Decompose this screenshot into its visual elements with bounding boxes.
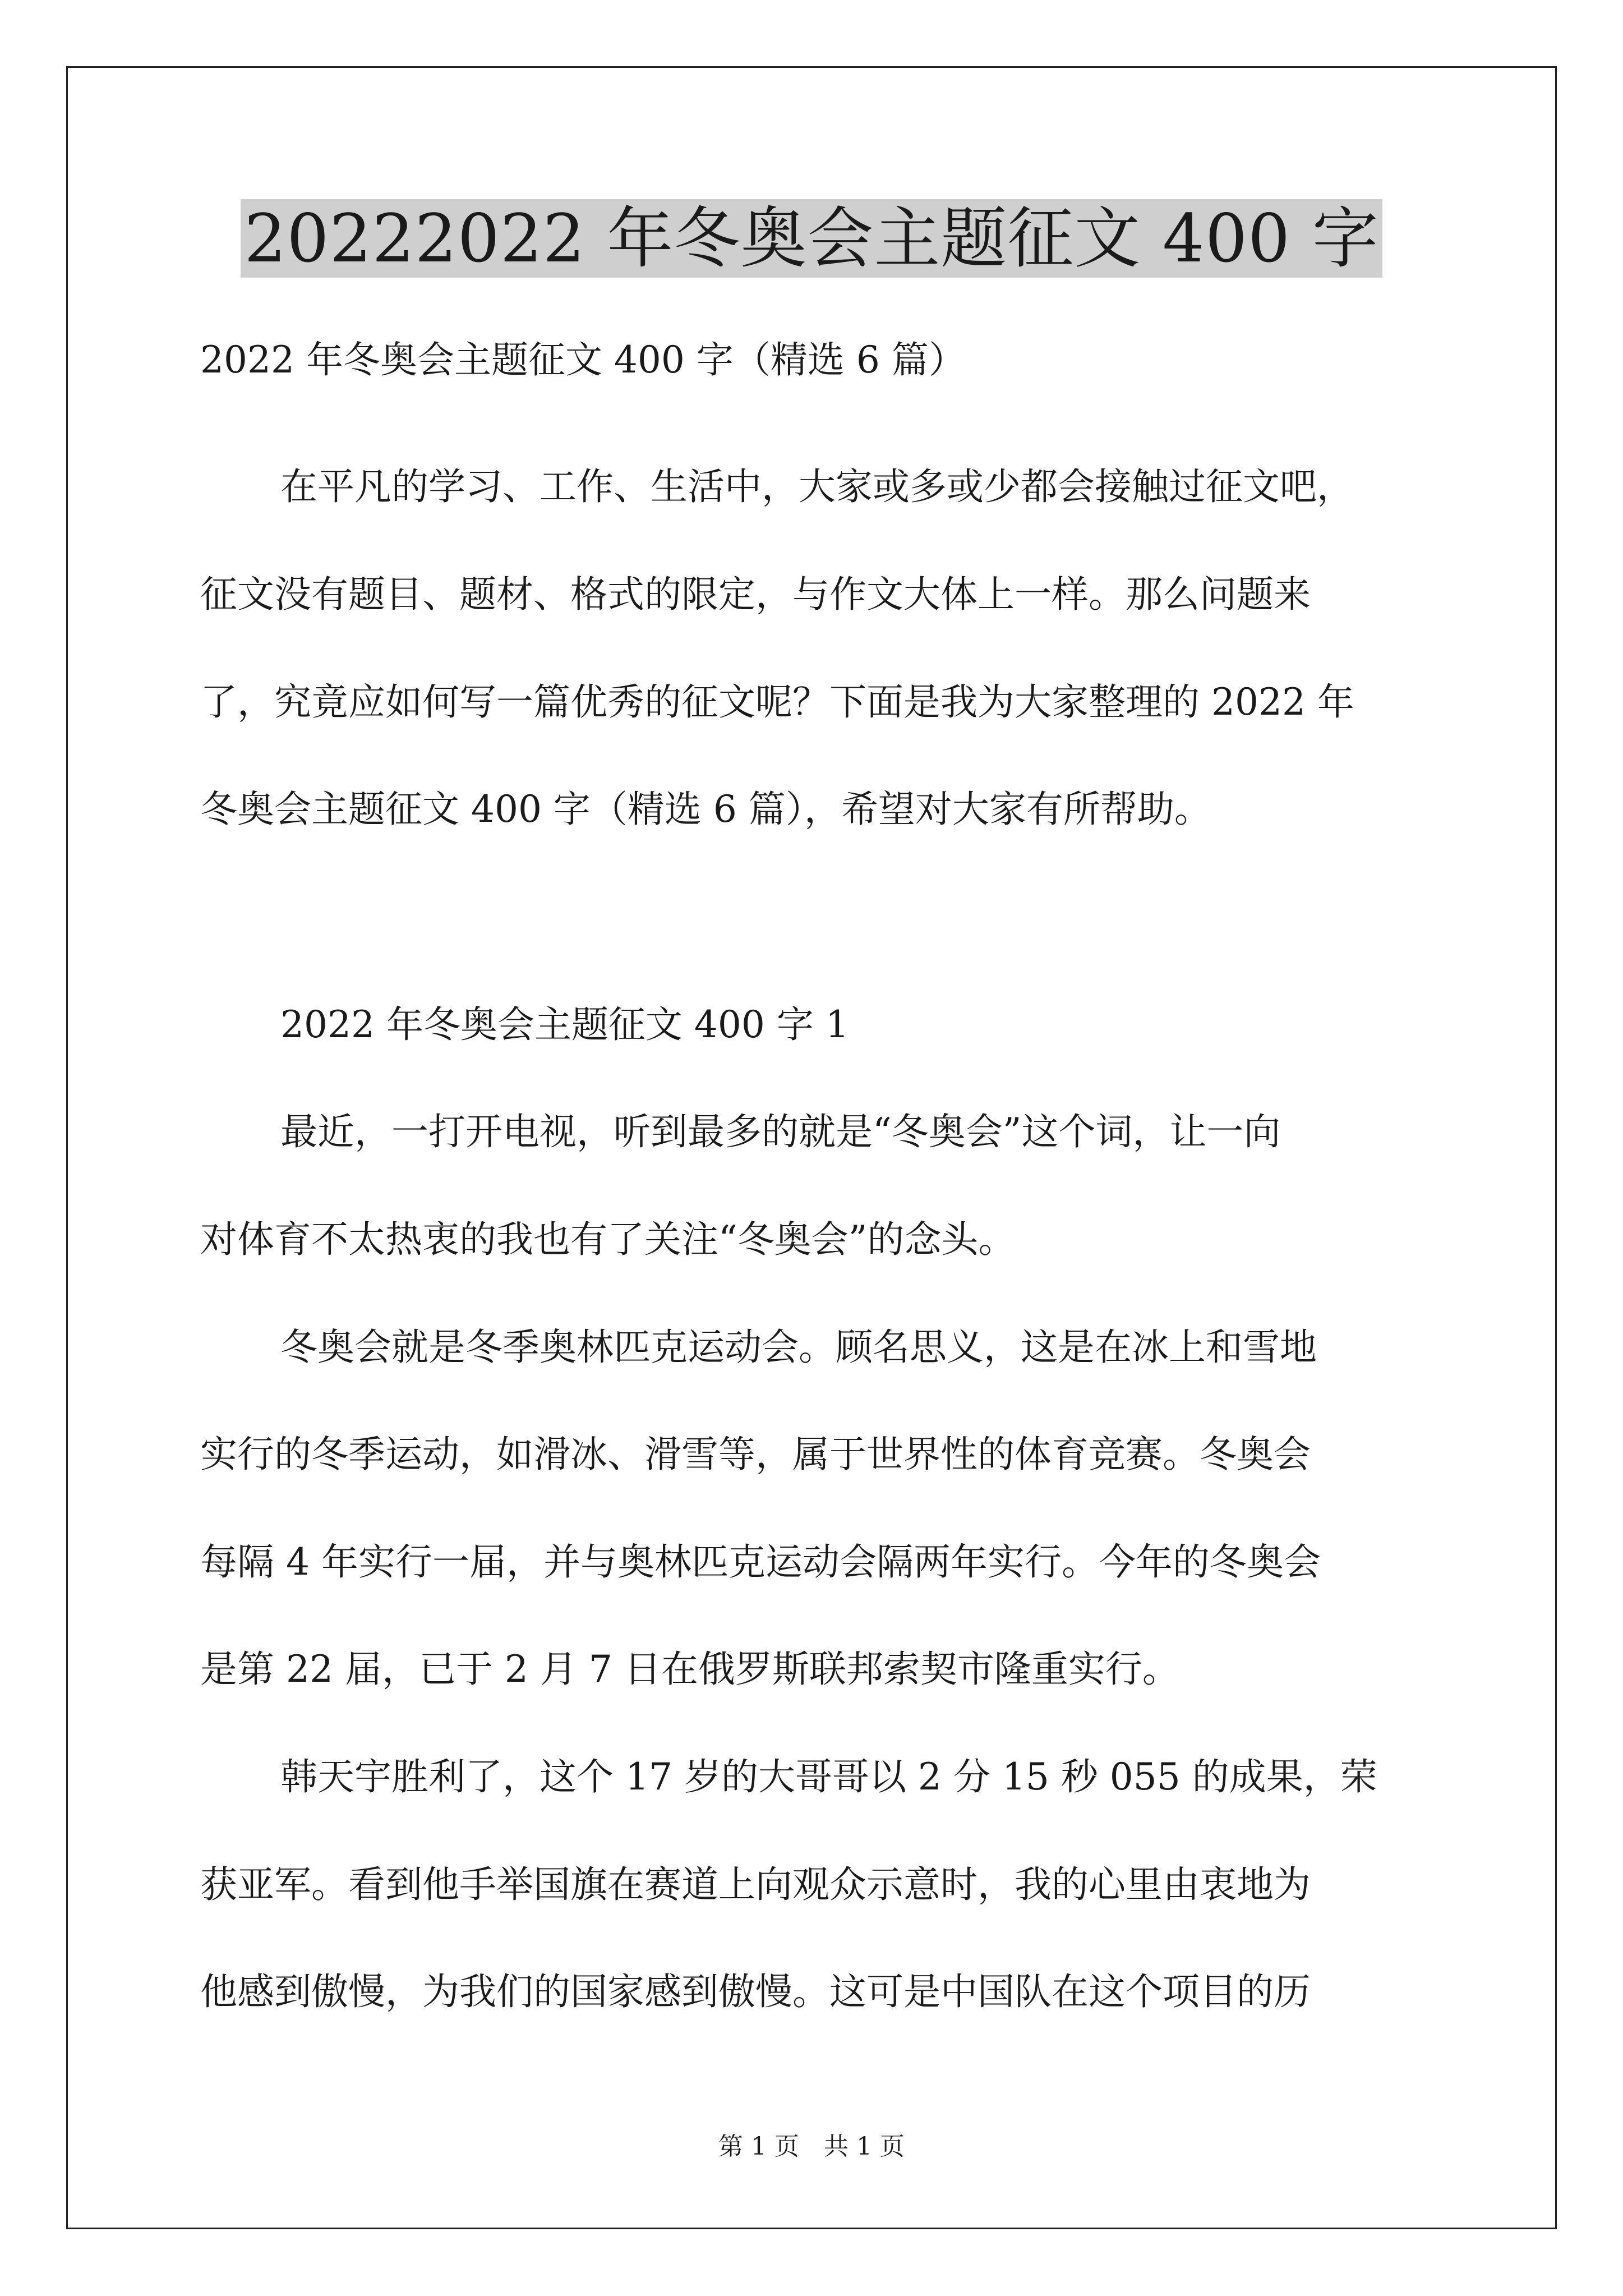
page-footer: 第 1 页 共 1 页	[718, 2132, 905, 2161]
paragraph-line: 最近，一打开电视，听到最多的就是“冬奥会”这个词，让一向	[280, 1110, 1281, 1153]
paragraph-line: 了，究竟应如何写一篇优秀的征文呢？下面是我为大家整理的 2022 年	[200, 680, 1354, 724]
paragraph-line: 韩天宇胜利了，这个 17 岁的大哥哥以 2 分 15 秒 055 的成果，荣	[280, 1755, 1377, 1798]
paragraph-line: 获亚军。看到他手举国旗在赛道上向观众示意时，我的心里由衷地为	[200, 1863, 1311, 1906]
title-container	[0, 199, 1623, 278]
paragraph-line: 冬奥会就是冬季奥林匹克运动会。顾名思义，这是在冰上和雪地	[280, 1326, 1317, 1369]
paragraph-line: 他感到傲慢，为我们的国家感到傲慢。这可是中国队在这个项目的历	[200, 1970, 1311, 2013]
paragraph-line: 征文没有题目、题材、格式的限定，与作文大体上一样。那么问题来	[200, 573, 1311, 616]
paragraph-line: 在平凡的学习、工作、生活中，大家或多或少都会接触过征文吧，	[280, 465, 1354, 508]
paragraph-line: 冬奥会主题征文 400 字（精选 6 篇），希望对大家有所帮助。	[200, 788, 1211, 831]
document-subtitle: 2022 年冬奥会主题征文 400 字（精选 6 篇）	[200, 338, 966, 381]
paragraph-line: 是第 22 届，已于 2 月 7 日在俄罗斯联邦索契市隆重实行。	[200, 1648, 1179, 1691]
paragraph-line: 对体育不太热衷的我也有了关注“冬奥会”的念头。	[200, 1218, 1016, 1261]
document-title: 20222022 年冬奥会主题征文 400 字	[241, 199, 1382, 278]
section-heading: 2022 年冬奥会主题征文 400 字 1	[280, 1003, 849, 1046]
paragraph-line: 每隔 4 年实行一届，并与奥林匹克运动会隔两年实行。今年的冬奥会	[200, 1540, 1321, 1584]
paragraph-line: 实行的冬季运动，如滑冰、滑雪等，属于世界性的体育竞赛。冬奥会	[200, 1433, 1311, 1476]
